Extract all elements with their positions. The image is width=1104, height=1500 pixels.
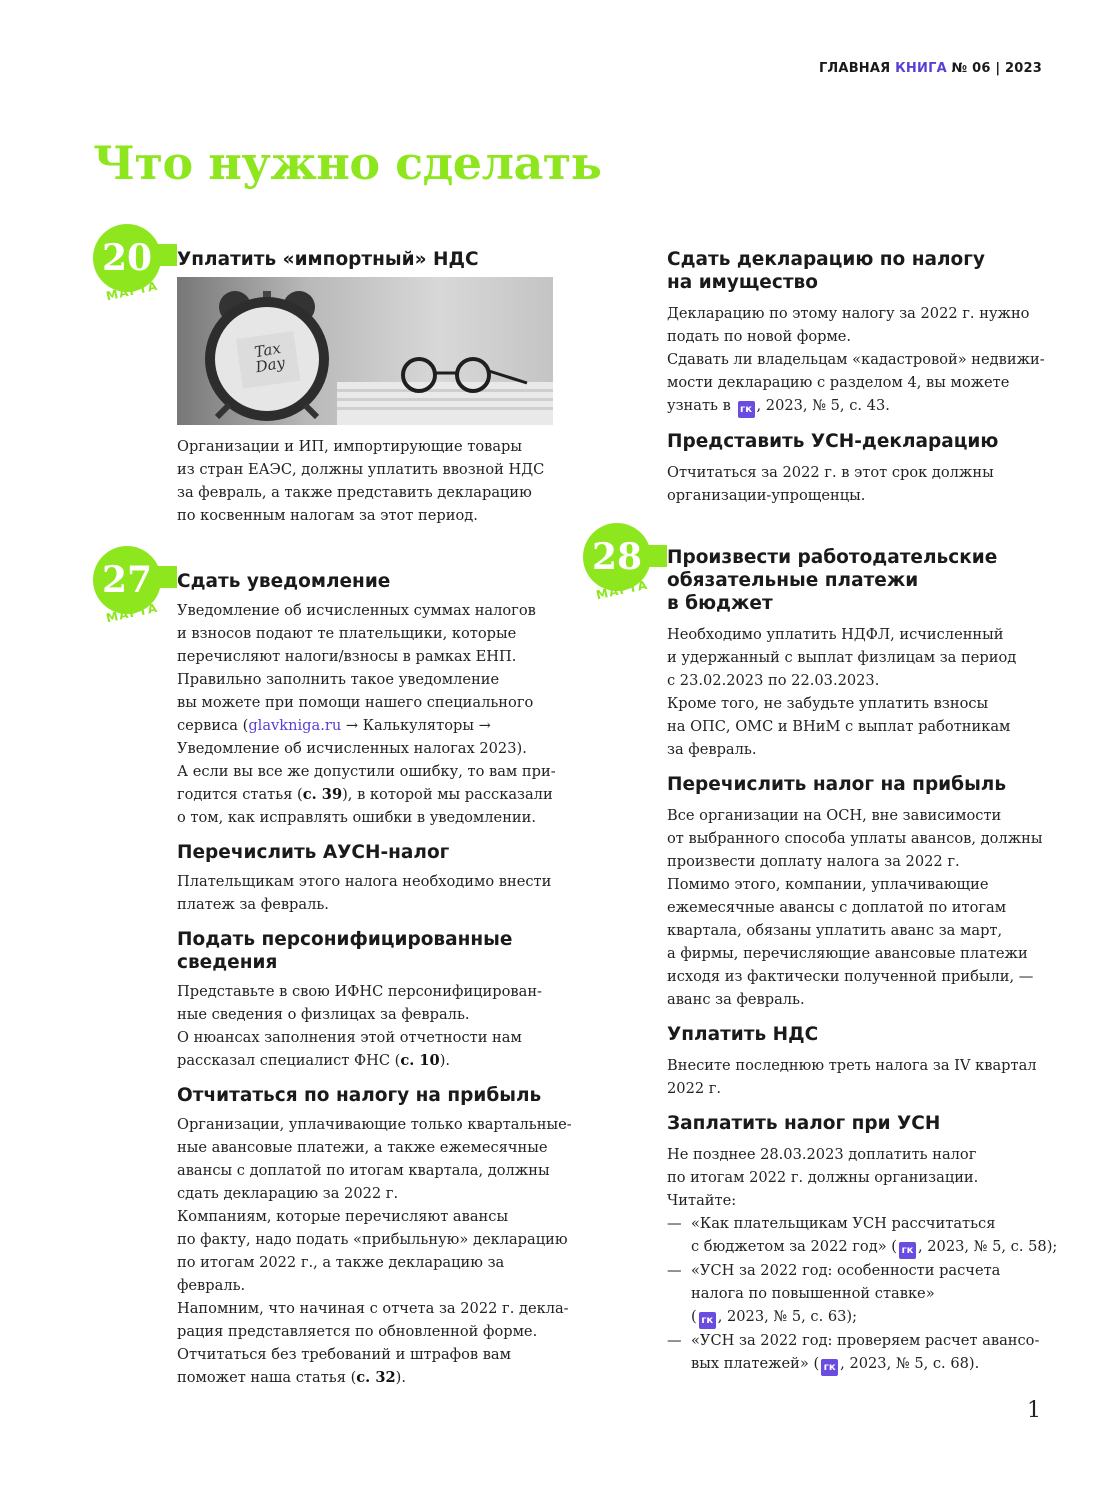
paragraph-line: аванс за февраль. bbox=[667, 991, 805, 1008]
section-heading: Заплатить налог при УСН bbox=[667, 1113, 941, 1134]
text: → Калькуляторы → bbox=[341, 717, 491, 734]
paragraph-line: мости декларацию с разделом 4, вы можете bbox=[667, 374, 1010, 391]
section-heading: Представить УСН-декларацию bbox=[667, 431, 999, 452]
page-title: Что нужно сделать bbox=[93, 136, 602, 190]
paragraph-line: о том, как исправлять ошибки в уведомлении. bbox=[177, 809, 537, 826]
text: ), в которой мы рассказали bbox=[342, 786, 553, 803]
paragraph-line: с 23.02.2023 по 22.03.2023. bbox=[667, 672, 880, 689]
date-badge-28 bbox=[583, 523, 657, 603]
section-heading: сведения bbox=[177, 952, 278, 973]
header-magazine-accent: КНИГА bbox=[895, 61, 947, 76]
paragraph-line: Организации, уплачивающие только квартальные- bbox=[177, 1116, 572, 1133]
paragraph-line: ежемесячные авансы с доплатой по итогам bbox=[667, 899, 1007, 916]
paragraph-line: Помимо этого, компании, уплачивающие bbox=[667, 876, 989, 893]
paragraph-line: Все организации на ОСН, вне зависимости bbox=[667, 807, 1002, 824]
list-item bbox=[667, 1259, 1067, 1329]
paragraph-line: Кроме того, не забудьте уплатить взносы bbox=[667, 695, 989, 712]
paragraph-line: Правильно заполнить такое уведомление bbox=[177, 671, 500, 688]
paragraph-line: ные сведения о физлицах за февраль. bbox=[177, 1006, 470, 1023]
paragraph-line bbox=[667, 394, 1067, 418]
running-header bbox=[819, 61, 1042, 76]
badge-month: МАРТА bbox=[594, 577, 650, 603]
paragraph-line: подать по новой форме. bbox=[667, 328, 852, 345]
page-number: 1 bbox=[1027, 1398, 1041, 1423]
text: «Как плательщикам УСН рассчитаться bbox=[691, 1215, 996, 1232]
paragraph-line: и взносов подают те плательщики, которые bbox=[177, 625, 517, 642]
glavkniga-magazine-icon: гк bbox=[738, 401, 755, 418]
text: налога по повышенной ставке» bbox=[691, 1285, 935, 1302]
text: «УСН за 2022 год: проверяем расчет авансо- bbox=[691, 1332, 1040, 1349]
paragraph-line: произвести доплату налога за 2022 г. bbox=[667, 853, 960, 870]
section-heading: Сдать декларацию по налогу bbox=[667, 249, 985, 270]
section-heading: на имущество bbox=[667, 272, 818, 293]
section-import-vat bbox=[177, 248, 572, 527]
paragraph-line: Декларацию по этому налогу за 2022 г. нужно bbox=[667, 305, 1030, 322]
section-heading: Отчитаться по налогу на прибыль bbox=[177, 1085, 542, 1106]
badge-day: 20 bbox=[93, 224, 161, 292]
paragraph-line: 2022 г. bbox=[667, 1080, 722, 1097]
tax-day-note: Tax Day bbox=[253, 338, 287, 377]
date-badge-27 bbox=[93, 546, 167, 626]
badge-month: МАРТА bbox=[104, 278, 160, 304]
paragraph-line: а фирмы, перечисляющие авансовые платежи bbox=[667, 945, 1028, 962]
page-reference: с. 10 bbox=[400, 1052, 440, 1069]
section-heading: Подать персонифицированные bbox=[177, 929, 513, 950]
paragraph-line: Представьте в свою ИФНС персонифицирован- bbox=[177, 983, 542, 1000]
paragraph-line: Необходимо уплатить НДФЛ, исчисленный bbox=[667, 626, 1004, 643]
badge-day: 28 bbox=[583, 523, 651, 591]
paragraph-line: рация представляется по обновленной форме. bbox=[177, 1323, 538, 1340]
paragraph-line: авансы с доплатой по итогам квартала, должны bbox=[177, 1162, 550, 1179]
paragraph-line: Отчитаться без требований и штрафов вам bbox=[177, 1346, 511, 1363]
badge-month: МАРТА bbox=[104, 600, 160, 626]
paragraph-line: по итогам 2022 г. должны организации. bbox=[667, 1169, 979, 1186]
left-column-lower bbox=[177, 570, 572, 1389]
text: ( bbox=[691, 1308, 697, 1325]
paragraph-line: организации-упрощенцы. bbox=[667, 487, 866, 504]
list-item bbox=[667, 1212, 1067, 1259]
paragraph-line: за февраль, а также представить декларацию bbox=[177, 484, 532, 501]
text: вых платежей» ( bbox=[691, 1355, 820, 1372]
text: рассказал специалист ФНС ( bbox=[177, 1052, 401, 1069]
header-issue: № 06 | 2023 bbox=[946, 61, 1042, 76]
paragraph-line: за февраль. bbox=[667, 741, 757, 758]
text: узнать в bbox=[667, 397, 736, 414]
paragraph-line: на ОПС, ОМС и ВНиМ с выплат работникам bbox=[667, 718, 1011, 735]
tax-day-photo bbox=[177, 277, 553, 425]
page-reference: с. 32 bbox=[356, 1369, 396, 1386]
paragraph-line: Отчитаться за 2022 г. в этот срок должны bbox=[667, 464, 994, 481]
text: , 2023, № 5, с. 68). bbox=[840, 1355, 980, 1372]
section-heading: в бюджет bbox=[667, 593, 773, 614]
section-heading: Произвести работодательские bbox=[667, 547, 998, 568]
paragraph-line: и удержанный с выплат физлицам за период bbox=[667, 649, 1017, 666]
paragraph-line: квартала, обязаны уплатить аванс за март, bbox=[667, 922, 1003, 939]
badge-day: 27 bbox=[93, 546, 161, 614]
paragraph-line: Уведомление об исчисленных суммах налогов bbox=[177, 602, 536, 619]
paragraph-line: Не позднее 28.03.2023 доплатить налог bbox=[667, 1146, 977, 1163]
paragraph-line: Внесите последнюю треть налога за IV квартал bbox=[667, 1057, 1037, 1074]
paragraph-line bbox=[177, 714, 572, 737]
paragraph-line: по факту, надо подать «прибыльную» декларацию bbox=[177, 1231, 568, 1248]
section-heading: Уплатить НДС bbox=[667, 1024, 819, 1045]
paragraph-line: Компаниям, которые перечисляют авансы bbox=[177, 1208, 509, 1225]
paragraph-line: Читайте: bbox=[667, 1192, 737, 1209]
list-item bbox=[667, 1329, 1067, 1376]
paragraph-line: по косвенным налогам за этот период. bbox=[177, 507, 478, 524]
paragraph-line: Организации и ИП, импортирующие товары bbox=[177, 438, 523, 455]
text: , 2023, № 5, с. 43. bbox=[756, 397, 890, 414]
paragraph-line: Плательщикам этого налога необходимо внести bbox=[177, 873, 552, 890]
section-heading: обязательные платежи bbox=[667, 570, 919, 591]
text: с бюджетом за 2022 год» ( bbox=[691, 1238, 897, 1255]
right-column-upper bbox=[667, 248, 1067, 507]
paragraph-line: платеж за февраль. bbox=[177, 896, 329, 913]
paragraph-line bbox=[177, 1366, 572, 1389]
paragraph-line: сдать декларацию за 2022 г. bbox=[177, 1185, 399, 1202]
paragraph-line: ные авансовые платежи, а также ежемесячные bbox=[177, 1139, 548, 1156]
text: «УСН за 2022 год: особенности расчета bbox=[691, 1262, 1001, 1279]
date-badge-20 bbox=[93, 224, 167, 304]
paragraph-line: вы можете при помощи нашего специального bbox=[177, 694, 534, 711]
glavkniga-magazine-icon: гк bbox=[821, 1359, 838, 1376]
glavkniga-magazine-icon: гк bbox=[699, 1312, 716, 1329]
paragraph-line: О нюансах заполнения этой отчетности нам bbox=[177, 1029, 522, 1046]
section-heading: Перечислить АУСН-налог bbox=[177, 842, 450, 863]
section-heading: Перечислить налог на прибыль bbox=[667, 774, 1007, 795]
alarm-clock-illustration bbox=[177, 277, 553, 425]
paragraph-line: Напомним, что начиная с отчета за 2022 г. декла- bbox=[177, 1300, 569, 1317]
right-column-lower bbox=[667, 546, 1067, 1376]
paragraph-line: перечисляют налоги/взносы в рамках ЕНП. bbox=[177, 648, 517, 665]
text: годится статья ( bbox=[177, 786, 303, 803]
paragraph-line: исходя из фактически полученной прибыли, — bbox=[667, 968, 1034, 985]
text: ). bbox=[439, 1052, 451, 1069]
text: поможет наша статья ( bbox=[177, 1369, 357, 1386]
paragraph-line: Сдавать ли владельцам «кадастровой» недвижи- bbox=[667, 351, 1045, 368]
text: , 2023, № 5, с. 63); bbox=[717, 1308, 858, 1325]
text: , 2023, № 5, с. 58); bbox=[917, 1238, 1058, 1255]
glavkniga-magazine-icon: гк bbox=[899, 1242, 916, 1259]
section-heading: Сдать уведомление bbox=[177, 571, 391, 592]
section-heading: Уплатить «импортный» НДС bbox=[177, 249, 479, 270]
glavkniga-link[interactable]: glavkniga.ru bbox=[248, 717, 342, 734]
paragraph-line: А если вы все же допустили ошибку, то вам при- bbox=[177, 763, 556, 780]
header-magazine: ГЛАВНАЯ bbox=[818, 61, 896, 76]
paragraph-line: Уведомление об исчисленных налогах 2023). bbox=[177, 740, 527, 757]
paragraph-line: от выбранного способа уплаты авансов, должны bbox=[667, 830, 1043, 847]
reading-list bbox=[667, 1212, 1067, 1376]
paragraph-line: из стран ЕАЭС, должны уплатить ввозной НДС bbox=[177, 461, 545, 478]
text: сервиса ( bbox=[177, 717, 249, 734]
paragraph-line bbox=[177, 783, 572, 806]
paragraph-line: по итогам 2022 г., а также декларацию за февраль. bbox=[177, 1254, 505, 1294]
paragraph-line bbox=[177, 1049, 572, 1072]
text: ). bbox=[395, 1369, 406, 1386]
page-reference: с. 39 bbox=[302, 786, 343, 803]
